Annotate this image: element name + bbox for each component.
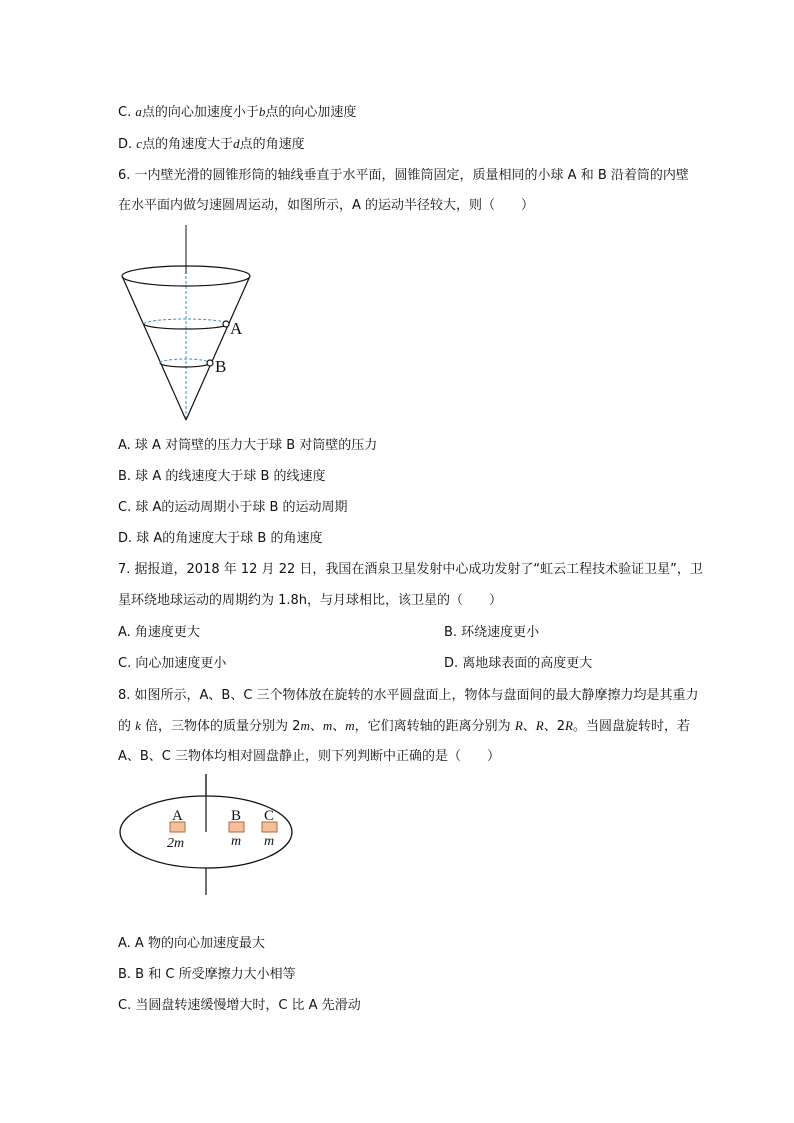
radius-symbol: R [535, 718, 544, 733]
q7-stem-line1: 7. 据报道，2018 年 12 月 22 日，我国在酒泉卫星发射中心成功发射了“虹云工程技术验证卫星”，卫 [118, 562, 703, 577]
option-text: 点的向心加速度小于 [141, 105, 259, 120]
block-b-mass: m [231, 834, 242, 849]
mass-symbol: m [300, 718, 310, 733]
point-a-symbol: a [135, 104, 142, 119]
block-a-label: A [172, 808, 183, 824]
block-b-label: B [231, 808, 242, 824]
block-a-mass: 2m [167, 836, 185, 851]
q6-stem-line2: 在水平面内做匀速圆周运动，如图所示，A 的运动半径较大，则（ ） [118, 198, 535, 213]
cone-figure [110, 222, 260, 427]
stem-text: ，它们离转轴的距离分别为 [354, 719, 515, 734]
stem-text: 。当圆盘旋转时，若 [572, 719, 690, 734]
orbit-b-front [160, 363, 210, 367]
point-c-symbol: c [136, 136, 143, 151]
separator: 、2 [543, 719, 566, 734]
option-text: 点的向心加速度 [265, 105, 357, 120]
ball-b [207, 360, 213, 366]
orbit-b-back [160, 359, 210, 363]
q8-option-c: C. 当圆盘转速缓慢增大时，C 比 A 先滑动 [118, 998, 361, 1013]
separator: 、 [309, 719, 323, 734]
q7-option-c: C. 向心加速度更小 [118, 656, 227, 671]
q8-stem-line1: 8. 如图所示，A、B、C 三个物体放在旋转的水平圆盘面上，物体与盘面间的最大静摩擦力均是其重力 [118, 688, 699, 703]
q7-option-b: B. 环绕速度更小 [444, 625, 540, 640]
q6-option-a: A. 球 A 对筒壁的压力大于球 B 对筒壁的压力 [118, 438, 378, 453]
q6-option-c: C. 球 A的运动周期小于球 B 的运动周期 [118, 500, 348, 515]
q8-option-a: A. A 物的向心加速度最大 [118, 936, 265, 951]
cone-left-side [122, 276, 186, 420]
option-text: 点的角速度大于 [142, 137, 234, 152]
mass-symbol: m [322, 718, 333, 733]
block-c-mass: m [264, 834, 275, 849]
block-c-label: C [264, 808, 275, 824]
ball-b-label: B [215, 357, 227, 376]
point-d-symbol: d [233, 136, 240, 151]
radius-symbol: R [565, 718, 573, 733]
q7-option-a: A. 角速度更大 [118, 625, 200, 640]
radius-symbol: R [514, 718, 523, 733]
separator: 、 [522, 719, 536, 734]
k-symbol: k [135, 718, 141, 733]
q7-stem-line2: 星环绕地球运动的周期约为 1.8h，与月球相比，该卫星的（ ） [118, 593, 503, 608]
q6-option-d: D. 球 A的角速度大于球 B 的角速度 [118, 531, 323, 546]
q6-option-b: B. 球 A 的线速度大于球 B 的线速度 [118, 469, 326, 484]
mass-symbol: m [345, 718, 355, 733]
q7-option-d: D. 离地球表面的高度更大 [444, 656, 593, 671]
turntable-figure [118, 772, 308, 897]
stem-text: 倍，三物体的质量分别为 2 [140, 719, 301, 734]
q8-stem-line3: A、B、C 三物体均相对圆盘静止，则下列判断中正确的是（ ） [118, 749, 501, 764]
cone-right-side [186, 276, 250, 420]
q5-option-d [118, 134, 305, 155]
point-b-symbol: b [258, 104, 266, 119]
option-text: 点的角速度 [239, 137, 305, 152]
q8-stem-line2 [118, 716, 690, 737]
ball-a [223, 321, 229, 327]
option-letter: C. [118, 105, 132, 120]
q6-stem-line1: 6. 一内壁光滑的圆锥形筒的轴线垂直于水平面，圆锥筒固定，质量相同的小球 A 和 B 沿着筒的内壁 [118, 168, 689, 183]
separator: 、 [332, 719, 346, 734]
q8-option-b: B. B 和 C 所受摩擦力大小相等 [118, 967, 296, 982]
option-letter: D. [118, 137, 133, 152]
stem-text: 的 [118, 719, 136, 734]
q5-option-c [118, 102, 356, 123]
ball-a-label: A [230, 319, 243, 338]
